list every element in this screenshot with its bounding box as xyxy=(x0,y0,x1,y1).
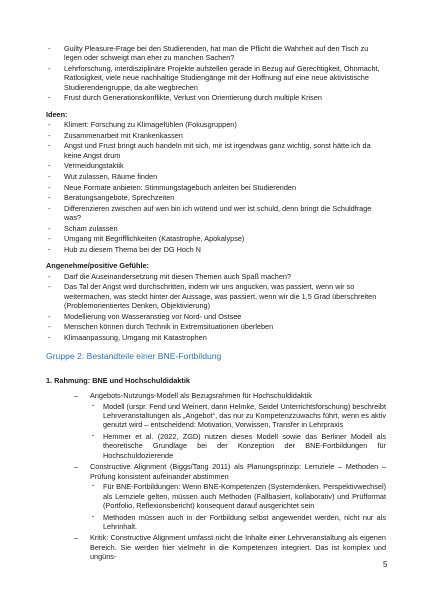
intro-list xyxy=(46,44,386,103)
list-item: - Lehrforschung, interdisziplinäre Projekte aufstellen gerade in Bezug auf Gerechtigkeit, Ohnmacht, Ratlosigkeit, viele neue nachhaltige Studiengänge mit der Hoffnung auf eine neue aktivistische Studierendengruppe, da alte wegbrechen xyxy=(46,64,386,92)
list-item xyxy=(46,462,386,531)
ideas-list xyxy=(46,120,386,254)
list-item: - Klimert: Forschung zu Klimagefühlen (Fokusgruppen) xyxy=(46,120,386,129)
sub-list xyxy=(90,482,386,531)
list-item: - Vermeidungstaktik xyxy=(46,161,386,170)
section-1-heading: 1. Rahmung: BNE und Hochschuldidaktik xyxy=(46,375,190,385)
list-item: - Menschen können durch Technik in Extremsituationen überleben xyxy=(46,322,386,331)
sub-list xyxy=(90,402,386,461)
list-item: - Darf die Auseinandersetzung mit diesen Themen auch Spaß machen? xyxy=(46,272,386,281)
list-item xyxy=(46,533,386,561)
list-item: - Frust durch Generationskonflikte, Verlust von Orientierung durch multiple Krisen xyxy=(46,93,386,102)
list-item: - Beratungsangebote, Sprechzeiten xyxy=(46,193,386,202)
list-item: - Guilty Pleasure-Frage bei den Studierenden, hat man die Pflicht die Wahrheit auf den Tisch zu legen oder schweigt man eher zu manchen Sachen? xyxy=(46,44,386,63)
sub-list-item: · Modell (urspr. Fend und Weinert, dann Helmke, Seidel Unterrichtsforschung) beschreibt Lehrveranstaltungen als „Angebot“, das nur zu Kompetenzzuwachs führt, wenn es aktiv genutzt wird – entscheidend: Motivation, Vorwissen, Transfer in Lehrpraxis xyxy=(90,402,386,430)
sub-list-item: · Hemmer et al. (2022, ZGD) nutzen dieses Modell sowie das Berliner Modell als theoretische Grundlage bei der Konzeption der BNE-Fortbildungen für Hochschuldozierende xyxy=(90,432,386,460)
list-item: - Scham zulassen xyxy=(46,224,386,233)
positive-feelings-heading: Angenehme/positive Gefühle: xyxy=(46,261,149,271)
sub-list-item: · Für BNE-Fortbildungen: Wenn BNE-Kompetenzen (Systemdenken, Perspektivwechsel) als Lernziele gelten, müssen auch Methoden (Fallbasiert, kollaborativ) und Prüfformat (Portfolio, Reflexionsbericht) konsequent darauf ausgerichtet sein xyxy=(90,482,386,510)
positive-feelings-list xyxy=(46,272,386,343)
list-item: - Umgang mit Begrifflichkeiten (Katastrophe, Apokalypse) xyxy=(46,234,386,243)
list-item: - Zusammenarbeit mit Krankenkassen xyxy=(46,131,386,140)
list-item-text: Constructive Alignment (Biggs/Tang 2011) als Planungsprinzip: Lernziele – Methoden – Prüfung konsistent aufeinander abstimmen xyxy=(90,462,386,481)
list-item xyxy=(46,391,386,460)
list-item: - Neue Formate anbieten: Stimmungstagebuch anleiten bei Studierenden xyxy=(46,183,386,192)
list-item: - Differenzieren zwischen auf wen bin ich wütend und wer ist schuld, denn bringt die Schuldfrage was? xyxy=(46,204,386,223)
list-item: - Modellierung von Wasseranstieg vor Nord- und Ostsee xyxy=(46,312,386,321)
list-item: - Das Tal der Angst wird durchschritten, indem wir uns angucken, was passiert, wenn wir so weitermachen, was steckt hinter der Aussage, was passiert, wenn wir die 1,5 Grad überschreiten (Problemorientiertes Denken, Objektivierung) xyxy=(46,282,386,310)
page-content xyxy=(46,44,386,564)
framework-list xyxy=(46,391,386,562)
ideas-heading: Ideen: xyxy=(46,109,68,119)
group-2-heading: Gruppe 2: Bestandteile einer BNE-Fortbildung xyxy=(46,351,222,362)
list-item: - Angst und Frust bringt auch handeln mit sich, mir ist irgendwas ganz wichtig, sonst hätte ich da keine Angst drum xyxy=(46,141,386,160)
list-item-text: Angebots-Nutzungs-Modell als Bezugsrahmen für Hochschuldidaktik xyxy=(90,391,312,401)
sub-list-item: · Methoden müssen auch in der Fortbildung selbst angewendet werden, nicht nur als Lehrinhalt. xyxy=(90,513,386,532)
list-item: - Wut zulassen, Räume finden xyxy=(46,172,386,181)
list-item-text: Kritik: Constructive Alignment umfasst nicht die Inhalte einer Lehrveranstaltung als eigenen Bereich. Sie werden hier vielmehr in die Kompetenzen integriert. Das ist komplex und ungüns- xyxy=(90,533,386,562)
list-item: - Hub zu diesem Thema bei der DG Hoch N xyxy=(46,245,386,254)
page-number: 5 xyxy=(383,560,388,569)
list-item: - Klimaanpassung, Umgang mit Katastrophen xyxy=(46,333,386,342)
